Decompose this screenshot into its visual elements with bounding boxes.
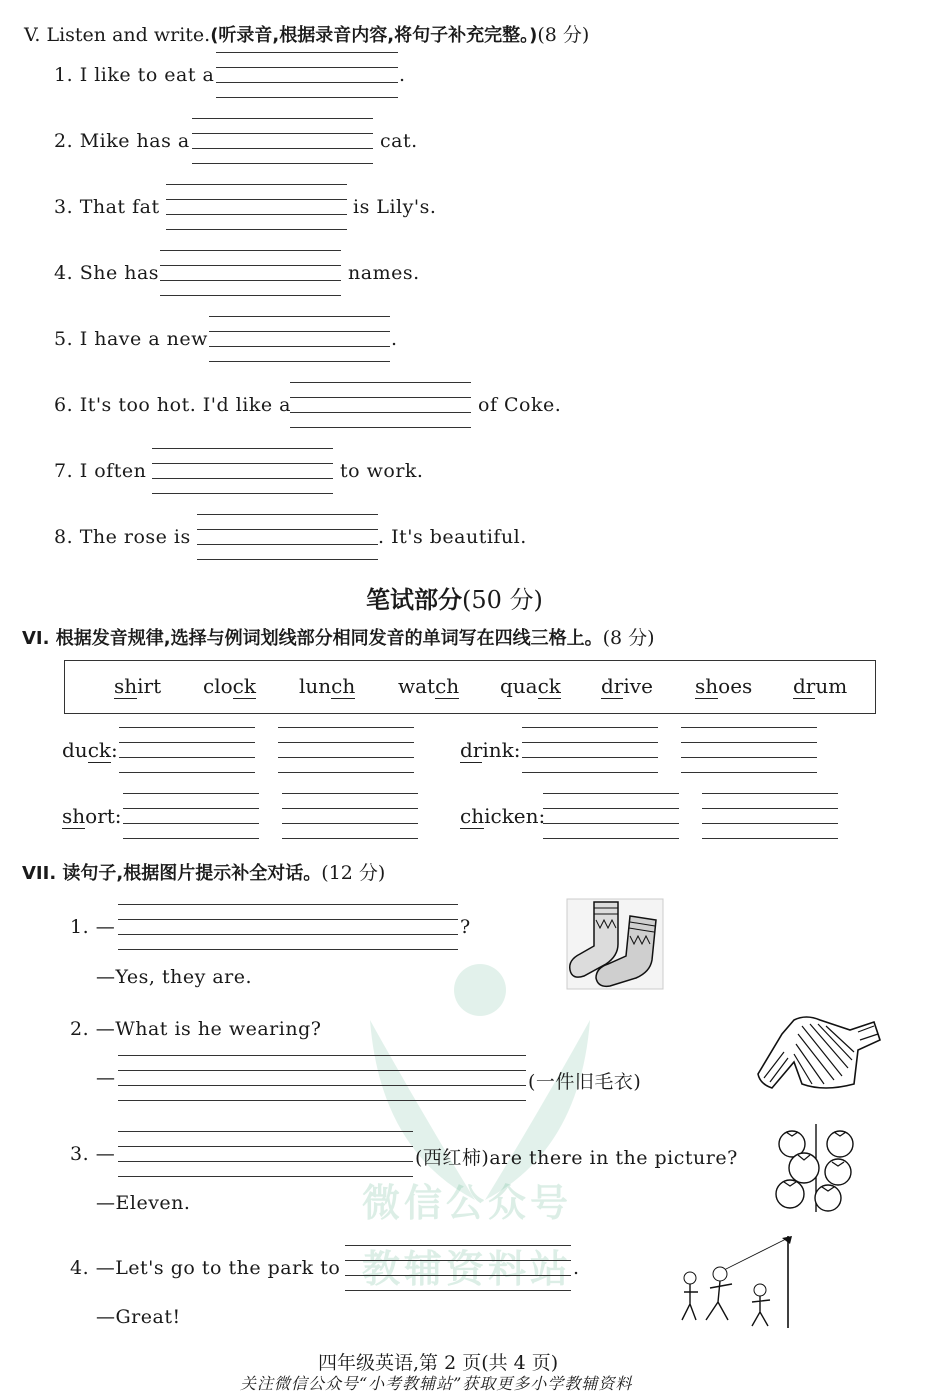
footer-note: 关注微信公众号“小考教辅站”获取更多小学教辅资料 (240, 1374, 633, 1393)
answer-line-8[interactable] (197, 514, 378, 560)
section-5-title-en: V. Listen and write. (24, 24, 211, 46)
word-bank-item: lunch (299, 674, 356, 698)
dialogue-2-answer-line[interactable] (118, 1055, 526, 1101)
item-text: I often (79, 460, 147, 482)
writing-line[interactable] (543, 793, 679, 839)
listen-item-8 (54, 526, 191, 548)
item-text: The rose is (79, 526, 191, 548)
word-bank-item: clock (203, 674, 256, 698)
item-number: 5. (54, 328, 74, 350)
writing-line[interactable] (278, 727, 414, 773)
listen-item-1-end: . (399, 64, 406, 86)
example-word-drink: drink: (460, 738, 521, 762)
sweater-picture (754, 1012, 882, 1096)
section-7-score: (12 分) (321, 862, 386, 884)
answer-line-2[interactable] (192, 118, 373, 164)
socks-picture (566, 898, 664, 990)
item-text: That fat (79, 196, 160, 218)
example-word-duck: duck: (62, 738, 118, 762)
word-bank-item: shirt (114, 674, 162, 698)
dialogue-3-answer-line[interactable] (118, 1131, 413, 1177)
listen-item-7-end: to work. (340, 460, 424, 482)
listen-item-5-end: . (391, 328, 398, 350)
item-text: I like to eat a (79, 64, 215, 86)
dialogue-1-answer-line[interactable] (118, 904, 458, 950)
writing-line[interactable] (702, 793, 838, 839)
answer-line-4[interactable] (160, 250, 341, 296)
item-number: 2. (54, 130, 74, 152)
word-bank-item: drum (793, 674, 848, 698)
dialogue-2-hint: (一件旧毛衣) (528, 1071, 642, 1093)
dialogue-1-number: 1. — (70, 916, 116, 938)
listen-item-3-end: is Lily's. (353, 196, 437, 218)
page-footer: 四年级英语,第 2 页(共 4 页) (318, 1352, 559, 1374)
item-number: 6. (54, 394, 74, 416)
answer-line-1[interactable] (216, 52, 398, 98)
watermark-text-2: 教辅资料站 (362, 1247, 573, 1291)
item-text: Mike has a (79, 130, 190, 152)
item-number: 1. (54, 64, 74, 86)
listen-item-7 (54, 460, 146, 482)
answer-line-3[interactable] (166, 184, 347, 230)
listen-item-3 (54, 196, 160, 218)
dialogue-4-end: . (573, 1257, 580, 1279)
section-5-title (24, 20, 589, 47)
kite-flying-picture (676, 1234, 800, 1330)
answer-line-6[interactable] (290, 382, 471, 428)
word-bank-item: watch (398, 674, 460, 698)
example-word-short: short: (62, 804, 122, 828)
writing-line[interactable] (123, 793, 259, 839)
writing-line[interactable] (119, 727, 255, 773)
section-5-title-cn: (听录音,根据录音内容,将句子补充完整。) (210, 25, 538, 46)
item-number: 4. (54, 262, 74, 284)
written-part-score: (50 分) (462, 586, 543, 614)
listen-item-6-end: of Coke. (478, 394, 562, 416)
word-bank-box (64, 660, 876, 714)
dialogue-4-question: 4. —Let's go to the park to (70, 1257, 341, 1279)
dialogue-4-answer: —Great! (96, 1306, 181, 1328)
writing-line[interactable] (282, 793, 418, 839)
listen-item-2 (54, 130, 190, 152)
item-text: I have a new (79, 328, 208, 350)
section-5-score: (8 分) (537, 24, 590, 46)
section-6-title-text: VI. 根据发音规律,选择与例词划线部分相同发音的单词写在四线三格上。 (22, 628, 603, 649)
answer-line-5[interactable] (209, 316, 390, 362)
writing-line[interactable] (681, 727, 817, 773)
dialogue-3-number: 3. — (70, 1143, 116, 1165)
item-number: 8. (54, 526, 74, 548)
dialogue-2-dash: — (96, 1067, 116, 1089)
listen-item-6 (54, 394, 291, 416)
listen-item-8-end: . It's beautiful. (378, 526, 527, 548)
written-part-label: 笔试部分 (366, 586, 462, 614)
item-text: It's too hot. I'd like a (79, 394, 291, 416)
listen-item-5 (54, 328, 208, 350)
dialogue-1-answer: —Yes, they are. (96, 966, 253, 988)
section-7-title-text: VII. 读句子,根据图片提示补全对话。 (22, 863, 322, 884)
dialogue-3-hint: (西红柿)are there in the picture? (415, 1147, 738, 1169)
listen-item-4 (54, 262, 159, 284)
word-bank-item: quack (500, 674, 561, 698)
writing-line[interactable] (522, 727, 658, 773)
item-number: 3. (54, 196, 74, 218)
item-text: She has (79, 262, 160, 284)
answer-line-7[interactable] (152, 448, 333, 494)
section-6-score: (8 分) (602, 627, 655, 649)
listen-item-4-end: names. (348, 262, 420, 284)
watermark-text-1: 微信公众号 (362, 1181, 573, 1225)
dialogue-3-answer: —Eleven. (96, 1192, 191, 1214)
section-7-title (22, 858, 385, 885)
item-number: 7. (54, 460, 74, 482)
dialogue-2-question: 2. —What is he wearing? (70, 1018, 322, 1040)
tomatoes-picture (770, 1122, 862, 1214)
listen-item-1 (54, 64, 214, 86)
example-word-chicken: chicken: (460, 804, 546, 828)
dialogue-1-end: ? (460, 916, 471, 938)
word-bank-item: drive (601, 674, 653, 698)
section-6-title (22, 623, 655, 650)
listen-item-2-end: cat. (380, 130, 418, 152)
word-bank-item: shoes (695, 674, 753, 698)
written-part-heading (366, 580, 543, 615)
watermark-logo (360, 950, 600, 1280)
dialogue-4-answer-line[interactable] (345, 1245, 571, 1291)
